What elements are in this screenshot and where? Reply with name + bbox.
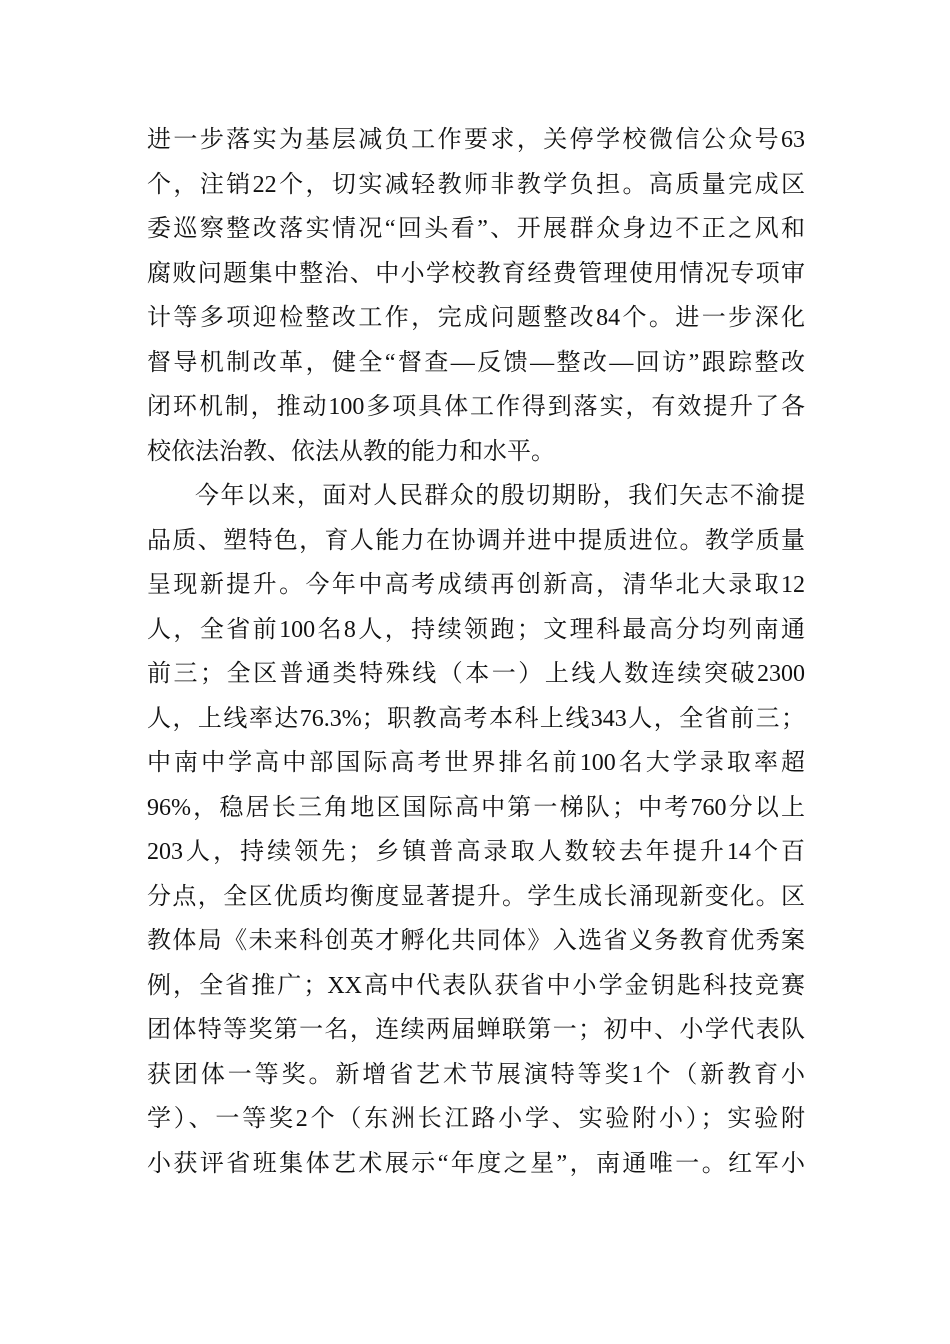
text-line: 呈现新提升。今年中高考成绩再创新高，清华北大录取12 (147, 572, 805, 598)
text-line: 人，上线率达76.3%；职教高考本科上线343人，全省前三； (147, 705, 805, 732)
text-line: 203人，持续领先；乡镇普高录取人数较去年提升14个百 (147, 839, 805, 865)
text-line: 校依法治教、依法从教的能力和水平。 (147, 438, 555, 465)
text-line: 96%，稳居长三角地区国际高中第一梯队；中考760分以上 (147, 794, 805, 821)
text-line: 教体局《未来科创英才孵化共同体》入选省义务教育优秀案 (147, 928, 805, 954)
text-line: 委巡察整改落实情况“回头看”、开展群众身边不正之风和 (147, 216, 805, 242)
paragraph-education-quality (147, 474, 805, 1186)
text-line: 进一步落实为基层减负工作要求，关停学校微信公众号63 (147, 127, 805, 153)
text-line: 学）、一等奖2个（东洲长江路小学、实验附小）；实验附 (147, 1106, 805, 1132)
text-line: 获团体一等奖。新增省艺术节展演特等奖1个（新教育小 (147, 1061, 805, 1088)
paragraph-burden-reduction (147, 118, 805, 474)
document-page (147, 118, 805, 1186)
text-line: 今年以来，面对人民群众的殷切期盼，我们矢志不渝提 (195, 483, 805, 509)
text-line: 团体特等奖第一名，连续两届蝉联第一；初中、小学代表队 (147, 1017, 805, 1043)
text-line: 人，全省前100名8人，持续领跑；文理科最高分均列南通 (147, 616, 805, 643)
text-line: 个，注销22个，切实减轻教师非教学负担。高质量完成区 (147, 171, 805, 198)
text-line: 分点，全区优质均衡度显著提升。学生成长涌现新变化。区 (147, 883, 805, 910)
text-line: 督导机制改革，健全“督查—反馈—整改—回访”跟踪整改 (147, 349, 805, 376)
text-line: 例，全省推广；XX高中代表队获省中小学金钥匙科技竞赛 (147, 972, 805, 999)
text-line: 闭环机制，推动100多项具体工作得到落实，有效提升了各 (147, 394, 805, 420)
text-line: 小获评省班集体艺术展示“年度之星”，南通唯一。红军小 (147, 1150, 805, 1177)
text-line: 品质、塑特色，育人能力在协调并进中提质进位。教学质量 (147, 527, 805, 554)
text-line: 前三；全区普通类特殊线（本一）上线人数连续突破2300 (147, 661, 805, 687)
text-line: 计等多项迎检整改工作，完成问题整改84个。进一步深化 (147, 305, 805, 331)
text-line: 中南中学高中部国际高考世界排名前100名大学录取率超 (147, 750, 805, 776)
text-line: 腐败问题集中整治、中小学校教育经费管理使用情况专项审 (147, 260, 805, 287)
